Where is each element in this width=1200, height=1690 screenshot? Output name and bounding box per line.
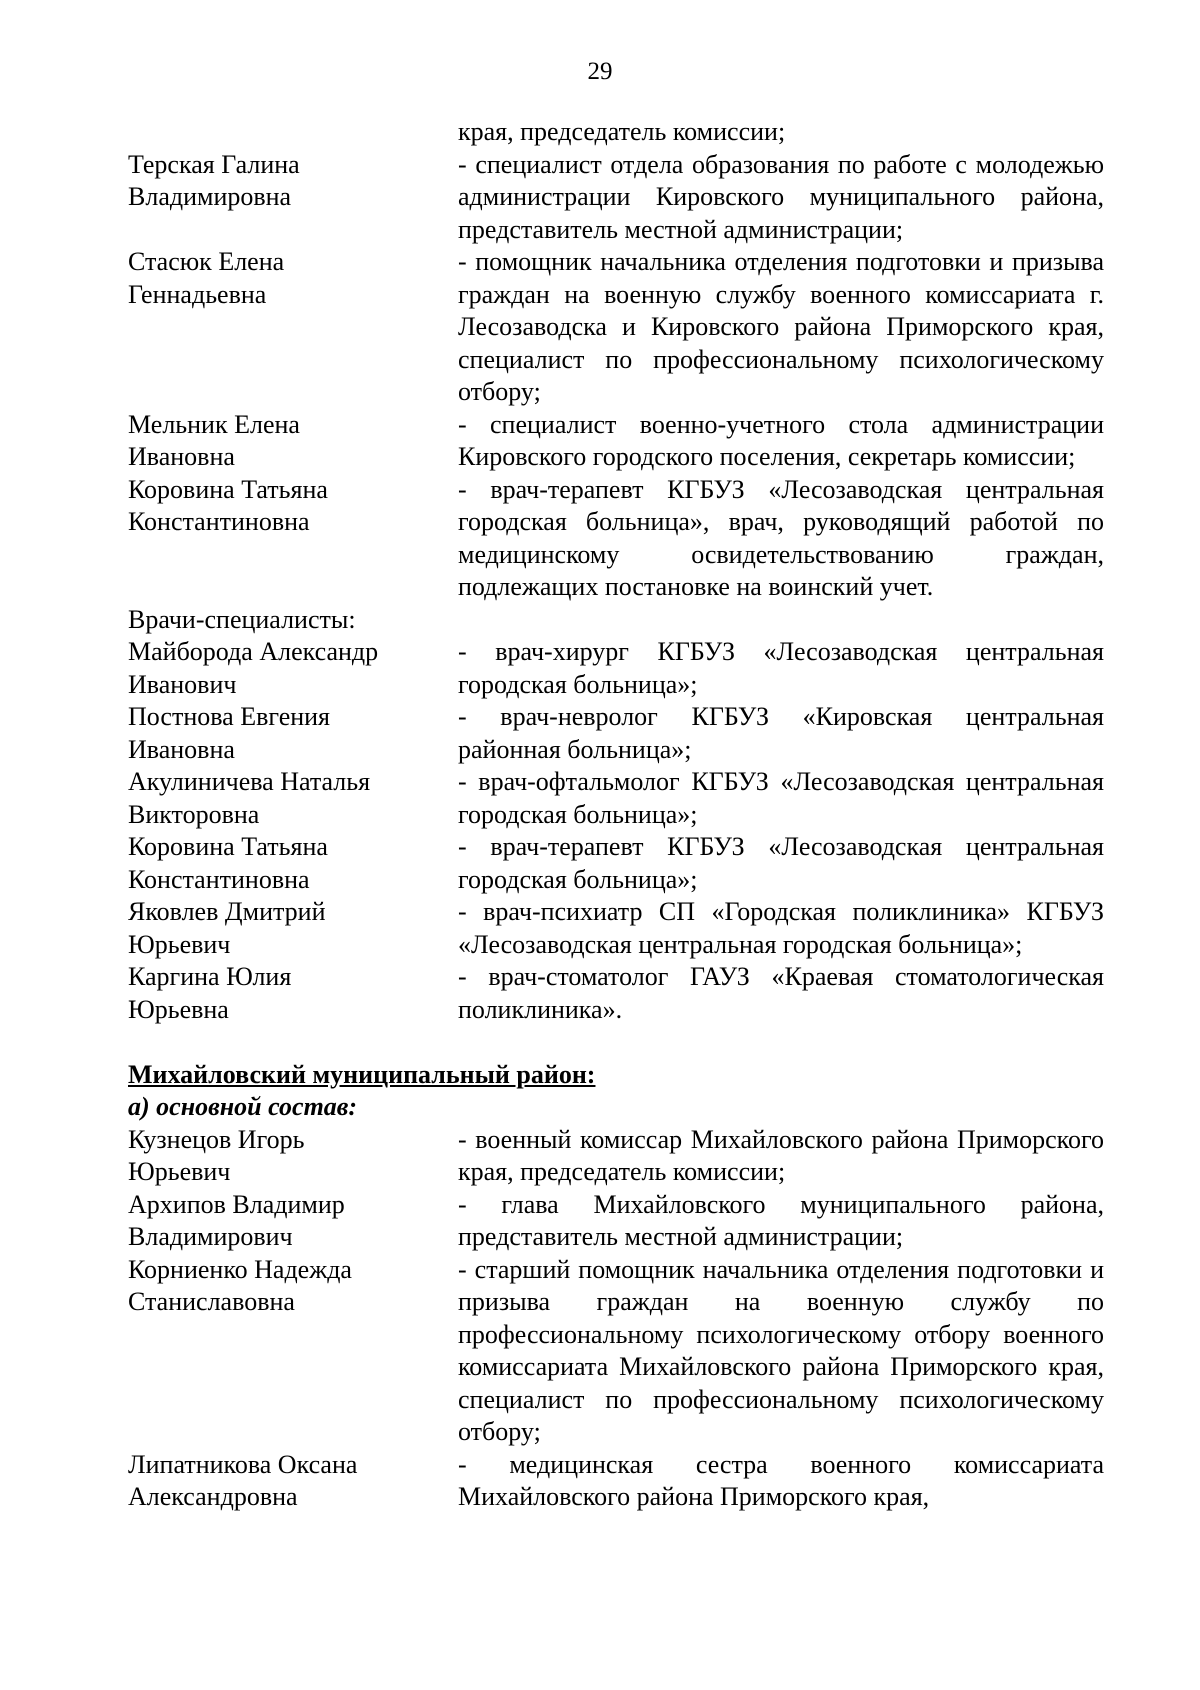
section-subheading: а) основной состав: bbox=[128, 1092, 358, 1121]
doctors-label: Врачи-специалисты: bbox=[128, 604, 356, 634]
member-entry bbox=[128, 896, 1104, 961]
member-description: - военный комиссар Михайловского района Приморского края, председатель комиссии; bbox=[458, 1124, 1104, 1186]
member-description: - медицинская сестра военного комиссариата Михайловского района Приморского края, bbox=[458, 1449, 1104, 1511]
kirovsky-member-list bbox=[128, 149, 1104, 604]
member-name-line: Юрьевич bbox=[128, 929, 231, 959]
member-entry bbox=[128, 636, 1104, 701]
member-name bbox=[128, 636, 458, 701]
member-name-line: Акулиничева Наталья bbox=[128, 767, 371, 796]
member-name-line: Каргина Юлия bbox=[128, 962, 292, 991]
member-name-line: Иванович bbox=[128, 669, 237, 699]
member-name-line: Яковлев Дмитрий bbox=[128, 897, 326, 926]
member-entry bbox=[128, 766, 1104, 831]
section-gap bbox=[128, 1026, 1104, 1059]
member-entry bbox=[128, 474, 1104, 604]
page-number: 29 bbox=[587, 58, 613, 85]
member-name-line: Константиновна bbox=[128, 507, 310, 536]
page-content bbox=[128, 116, 1104, 1514]
member-name bbox=[128, 896, 458, 961]
member-name-line: Мельник Елена bbox=[128, 409, 300, 439]
member-name bbox=[128, 149, 458, 247]
member-name bbox=[128, 1449, 458, 1514]
member-entry bbox=[128, 1254, 1104, 1449]
member-name-line: Майборода Александр bbox=[128, 637, 379, 666]
member-name bbox=[128, 1254, 458, 1449]
mikhailovsky-member-list bbox=[128, 1124, 1104, 1514]
member-name-line: Архипов Владимир bbox=[128, 1189, 345, 1219]
member-entry bbox=[128, 1449, 1104, 1514]
member-description: - врач-хирург КГБУЗ «Лесозаводская центральная городская больница»; bbox=[458, 637, 1104, 699]
member-name bbox=[128, 831, 458, 896]
doctors-list bbox=[128, 636, 1104, 1026]
member-name-line: Викторовна bbox=[128, 799, 260, 829]
member-entry bbox=[128, 409, 1104, 474]
member-name-line: Стасюк Елена bbox=[128, 247, 285, 276]
member-entry bbox=[128, 831, 1104, 896]
member-name-line: Геннадьевна bbox=[128, 279, 267, 309]
member-name-line: Постнова Евгения bbox=[128, 702, 331, 731]
member-entry bbox=[128, 246, 1104, 409]
member-description: - помощник начальника отделения подготовки и призыва граждан на военную службу военного комиссариата г. Лесозаводска и Кировского района Приморского края, специалист по профессиональному психологическому отбору; bbox=[458, 247, 1104, 406]
member-description: - специалист отдела образования по работе с молодежью администрации Кировского муниципального района, представитель местной администрации; bbox=[458, 149, 1104, 244]
member-name-line: Юрьевна bbox=[128, 994, 229, 1024]
member-description: - врач-стоматолог ГАУЗ «Краевая стоматологическая поликлиника». bbox=[458, 962, 1104, 1024]
member-name-line: Александровна bbox=[128, 1482, 298, 1511]
member-description: - врач-офтальмолог КГБУЗ «Лесозаводская центральная городская больница»; bbox=[458, 767, 1104, 829]
member-name bbox=[128, 1189, 458, 1254]
member-entry bbox=[128, 961, 1104, 1026]
continuation-row bbox=[128, 116, 1104, 149]
section-heading: Михайловский муниципальный район: bbox=[128, 1059, 596, 1089]
member-description: - специалист военно-учетного стола администрации Кировского городского поселения, секретарь комиссии; bbox=[458, 409, 1104, 471]
member-name-line: Станиславовна bbox=[128, 1287, 295, 1316]
member-entry bbox=[128, 1189, 1104, 1254]
member-name bbox=[128, 701, 458, 766]
member-name-line: Ивановна bbox=[128, 734, 235, 764]
member-description: - старший помощник начальника отделения подготовки и призыва граждан на военную службу по профессиональному психологическому отбору военного комиссариата Михайловского района Приморского края, специалист по профессиональному психологическому отбору; bbox=[458, 1254, 1104, 1446]
member-name-line: Терская Галина bbox=[128, 149, 300, 179]
member-name bbox=[128, 766, 458, 831]
member-description: - врач-психиатр СП «Городская поликлиника» КГБУЗ «Лесозаводская центральная городская больница»; bbox=[458, 897, 1104, 959]
member-name-line: Владимировна bbox=[128, 182, 292, 211]
member-name-line: Юрьевич bbox=[128, 1157, 231, 1186]
member-name-line: Кузнецов Игорь bbox=[128, 1124, 305, 1154]
member-name-line: Коровина Татьяна bbox=[128, 474, 328, 504]
member-description: - врач-невролог КГБУЗ «Кировская центральная районная больница»; bbox=[458, 702, 1104, 764]
member-name bbox=[128, 246, 458, 409]
continuation-text: края, председатель комиссии; bbox=[458, 117, 786, 146]
member-name-line: Ивановна bbox=[128, 442, 235, 471]
member-entry bbox=[128, 149, 1104, 247]
member-description: - врач-терапевт КГБУЗ «Лесозаводская центральная городская больница», врач, руководящий работой по медицинскому освидетельствованию граждан, подлежащих постановке на воинский учет. bbox=[458, 474, 1104, 601]
member-name bbox=[128, 474, 458, 604]
member-name bbox=[128, 409, 458, 474]
member-name-line: Константиновна bbox=[128, 864, 310, 894]
member-name-line: Владимирович bbox=[128, 1222, 293, 1251]
member-description: - врач-терапевт КГБУЗ «Лесозаводская центральная городская больница»; bbox=[458, 832, 1104, 894]
member-name-line: Корниенко Надежда bbox=[128, 1254, 352, 1284]
member-entry bbox=[128, 1124, 1104, 1189]
member-name bbox=[128, 961, 458, 1026]
member-name-line: Коровина Татьяна bbox=[128, 832, 328, 861]
member-name bbox=[128, 1124, 458, 1189]
member-name-line: Липатникова Оксана bbox=[128, 1449, 358, 1479]
member-entry bbox=[128, 701, 1104, 766]
member-description: - глава Михайловского муниципального района, представитель местной администрации; bbox=[458, 1189, 1104, 1251]
